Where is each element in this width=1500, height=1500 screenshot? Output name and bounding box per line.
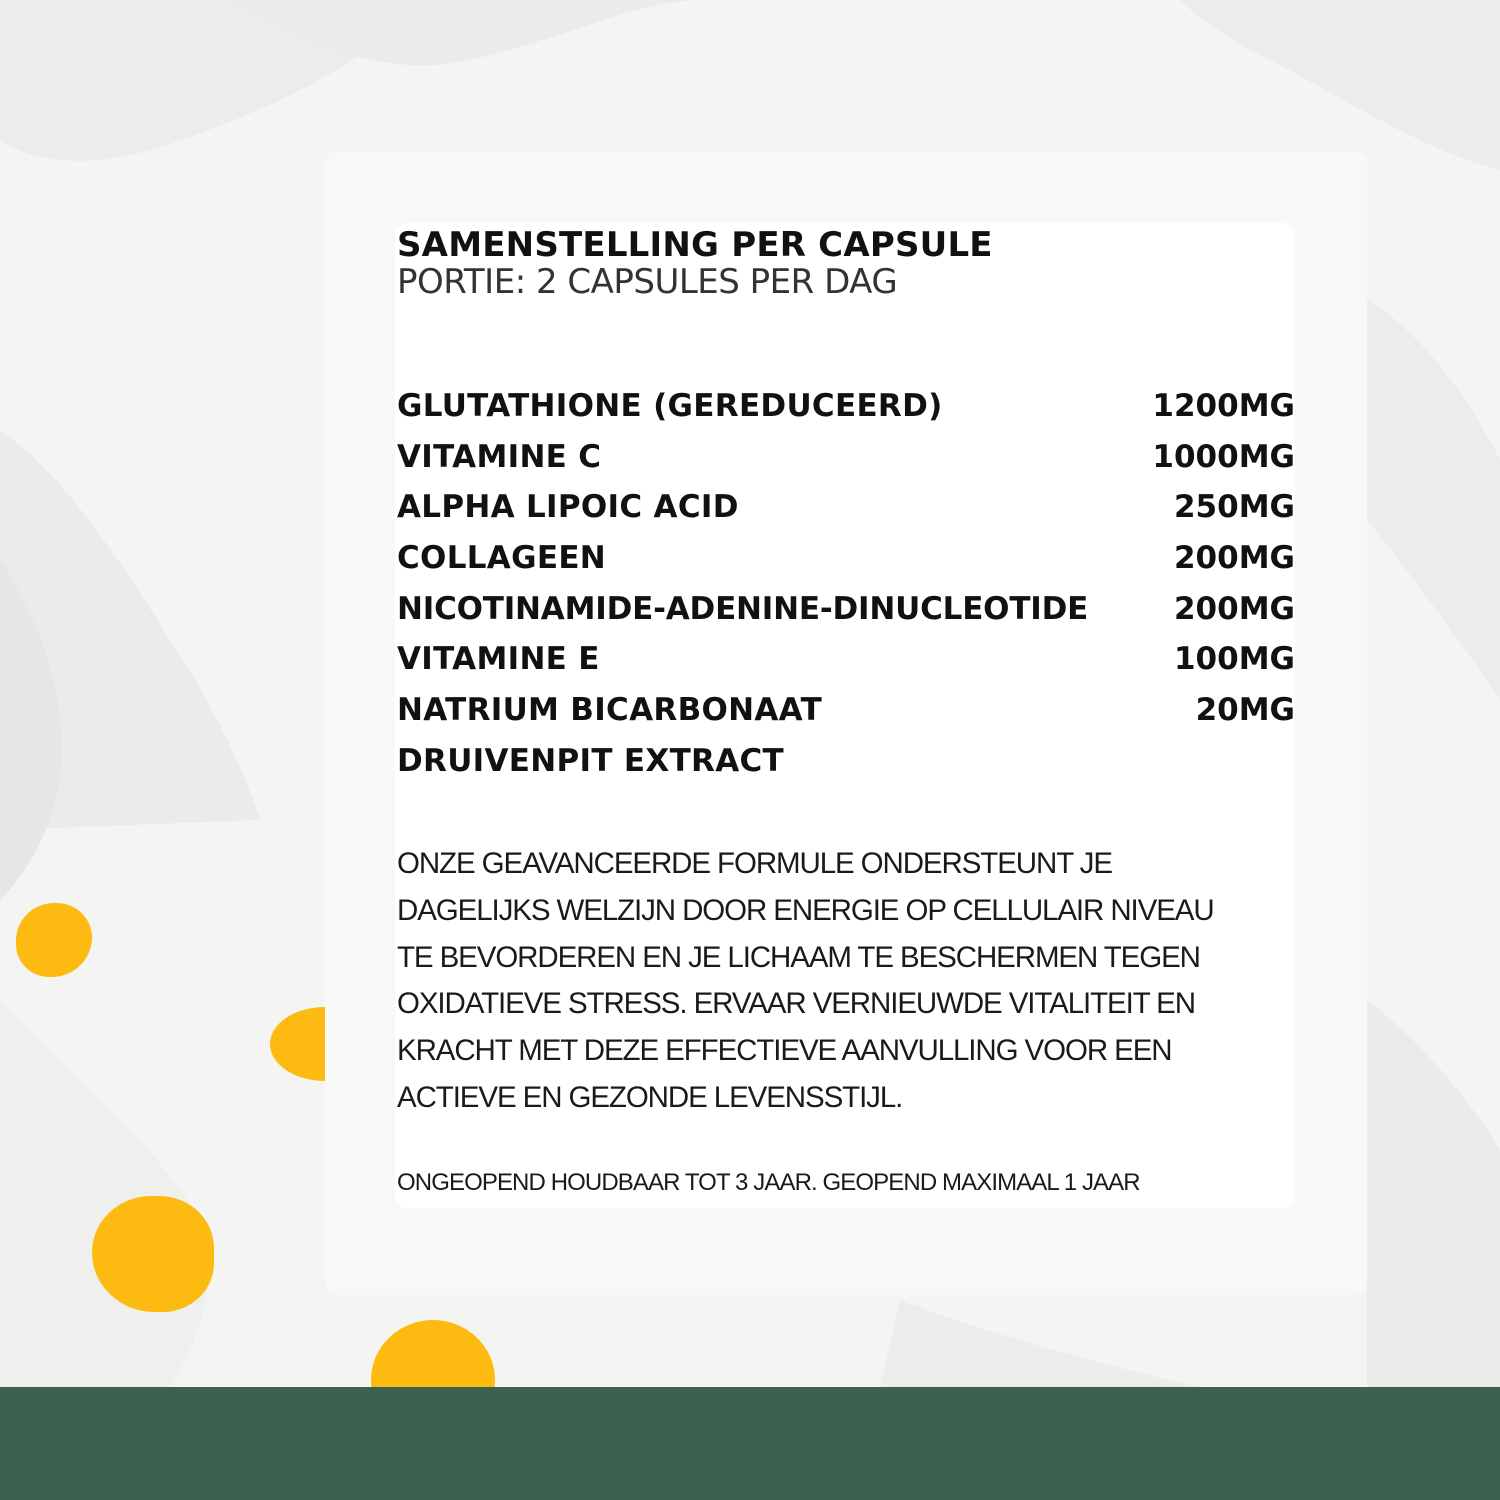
ingredient-row <box>397 736 1295 787</box>
ingredient-row <box>397 432 1295 483</box>
ingredient-name: ALPHA LIPOIC ACID <box>397 489 739 526</box>
ingredient-name: DRUIVENPIT EXTRACT <box>397 742 784 779</box>
description-line: ONZE GEAVANCEERDE FORMULE ONDERSTEUNT JE <box>397 847 1112 880</box>
product-description <box>397 841 1327 1122</box>
serving-size: PORTIE: 2 CAPSULES PER DAG <box>397 262 898 302</box>
description-line: DAGELIJKS WELZIJN DOOR ENERGIE OP CELLULAIR NIVEAU <box>397 893 1214 927</box>
ingredient-row <box>397 685 1295 736</box>
ingredient-amount: 20MG <box>1195 692 1295 729</box>
ingredient-name: COLLAGEEN <box>397 540 607 577</box>
ingredient-list <box>397 381 1295 787</box>
ingredient-name: NICOTINAMIDE-ADENINE-DINUCLEOTIDE <box>397 590 1089 627</box>
footer-bar <box>0 1387 1500 1500</box>
ingredient-row <box>397 381 1295 432</box>
description-line: TE BEVORDEREN EN JE LICHAAM TE BESCHERMEN TEGEN <box>397 940 1200 974</box>
ingredient-name: VITAMINE E <box>397 641 600 678</box>
ingredient-row <box>397 533 1295 584</box>
ingredient-amount: 200MG <box>1173 540 1295 577</box>
page-title: SAMENSTELLING PER CAPSULE <box>397 225 993 265</box>
ingredient-name: GLUTATHIONE (GEREDUCEERD) <box>397 388 943 424</box>
ingredient-amount: 100MG <box>1173 641 1295 678</box>
storage-note: ONGEOPEND HOUDBAAR TOT 3 JAAR. GEOPEND MAXIMAAL 1 JAAR <box>397 1169 1140 1196</box>
card-content <box>397 223 1327 1196</box>
ingredient-name: NATRIUM BICARBONAAT <box>397 692 823 729</box>
ingredient-amount: 1000MG <box>1152 438 1295 475</box>
ingredient-amount: 250MG <box>1173 489 1295 526</box>
description-line: OXIDATIEVE STRESS. ERVAAR VERNIEUWDE VITALITEIT EN <box>397 987 1195 1021</box>
decorative-yellow-dot <box>92 1196 214 1312</box>
ingredient-row <box>397 584 1295 635</box>
ingredient-amount: 200MG <box>1173 590 1295 627</box>
description-line: KRACHT MET DEZE EFFECTIEVE AANVULLING VOOR EEN <box>397 1034 1172 1068</box>
ingredient-row <box>397 482 1295 533</box>
ingredient-amount: 1200MG <box>1152 388 1295 424</box>
ingredient-row <box>397 634 1295 685</box>
ingredient-name: VITAMINE C <box>397 438 602 475</box>
description-line: ACTIEVE EN GEZONDE LEVENSSTIJL. <box>397 1080 903 1114</box>
